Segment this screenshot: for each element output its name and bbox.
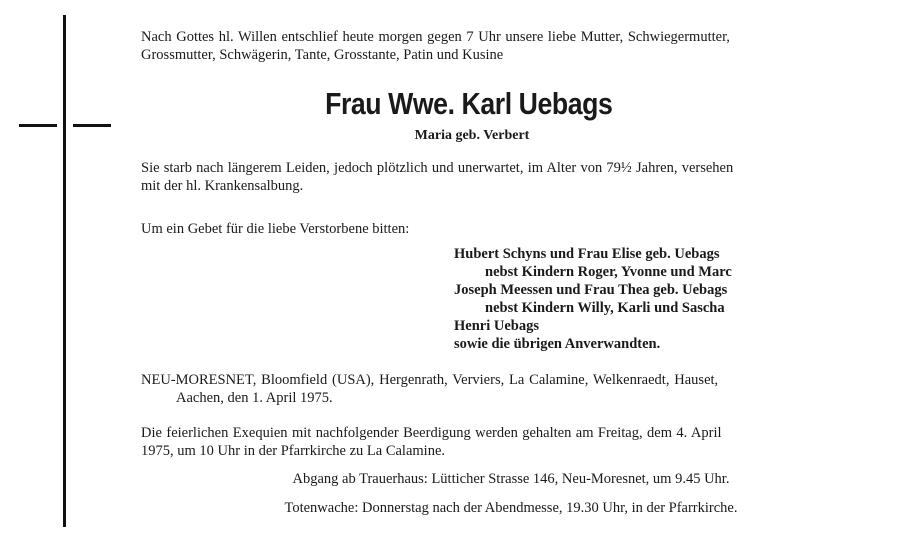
intro-line-1: Nach Gottes hl. Willen entschlief heute morgen gegen 7 Uhr unsere liebe Mutter, Schwiegermutter, [141,29,730,45]
vigil-info: Totenwache: Donnerstag nach der Abendmesse, 19.30 Uhr, in der Pfarrkirche. [284,500,738,516]
funeral-line-2: 1975, um 10 Uhr in der Pfarrkirche zu La Calamine. [141,443,446,459]
prayer-request: Um ein Gebet für die liebe Verstorbene bitten: [141,221,410,237]
mourner-line-5: Henri Uebags [454,318,539,334]
maiden-name: Maria geb. Verbert [414,128,530,143]
mourner-line-1: Hubert Schyns und Frau Elise geb. Uebags [454,246,720,262]
mourner-line-6: sowie die übrigen Anverwandten. [454,336,661,352]
intro-line-2: Grossmutter, Schwägerin, Tante, Grosstante, Patin und Kusine [141,47,504,63]
place-line-1: NEU-MORESNET, Bloomfield (USA), Hergenrath, Verviers, La Calamine, Welkenraedt, Hauset, [141,372,719,388]
mourner-line-4: nebst Kindern Willy, Karli und Sascha [485,300,725,316]
deceased-name: Frau Wwe. Karl Uebags [325,86,613,121]
cross-vertical-bar [63,15,66,527]
cross-left-arm [19,124,57,127]
place-line-2: Aachen, den 1. April 1975. [176,390,333,406]
mourner-line-3: Joseph Meessen und Frau Thea geb. Uebags [454,282,728,298]
mourner-line-2: nebst Kindern Roger, Yvonne und Marc [485,264,732,280]
departure-info: Abgang ab Trauerhaus: Lütticher Strasse 146, Neu-Moresnet, um 9.45 Uhr. [292,471,730,487]
cross-right-arm [73,124,111,127]
death-line-2: mit der hl. Krankensalbung. [141,178,304,194]
funeral-line-1: Die feierlichen Exequien mit nachfolgender Beerdigung werden gehalten am Freitag, dem 4. April [141,425,722,441]
death-line-1: Sie starb nach längerem Leiden, jedoch plötzlich und unerwartet, im Alter von 79½ Jahren, versehen [141,160,734,176]
